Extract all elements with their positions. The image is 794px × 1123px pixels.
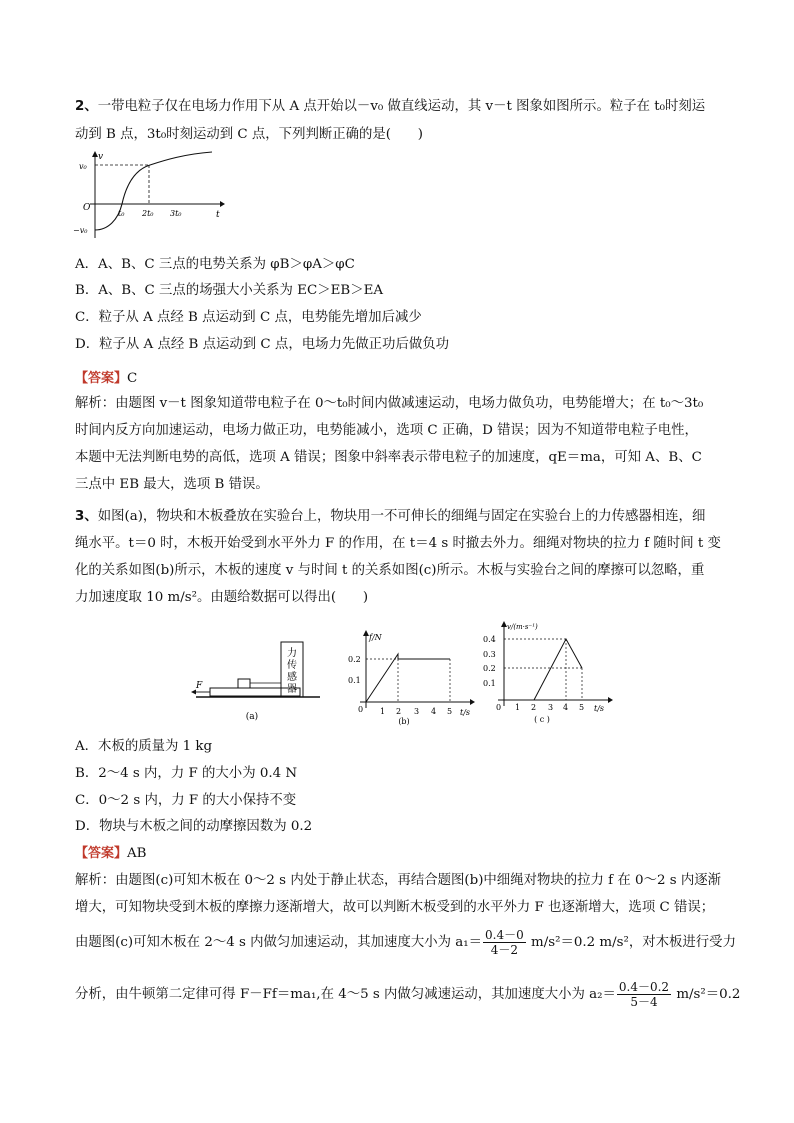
svg-text:0.3: 0.3: [483, 650, 496, 659]
svg-text:3: 3: [414, 707, 420, 716]
svg-text:t: t: [216, 210, 220, 220]
q3-explanation-line1: 解析：由题图(c)可知木板在 0～2 s 内处于静止状态，再结合题图(b)中细绳对物块的拉力 f 在 0～2 s 内逐渐: [75, 873, 722, 888]
q3-explanation-line3: 由题图(c)可知木板在 2～4 s 内做匀加速运动，其加速度大小为 a₁＝ $\frac{0.4-0}{4-2}$ m/s²＝0.2 m/s²，对木板进行受力: [75, 928, 736, 957]
q3-option-c: C．0～2 s 内，力 F 的大小保持不变: [75, 793, 297, 808]
svg-text:力: 力: [287, 648, 297, 659]
svg-text:2t₀: 2t₀: [142, 209, 154, 218]
q2-explanation-line2: 时间内反方向加速运动，电场力做正功，电势能减小，选项 C 正确，D 错误；因为不知道带电粒子电性，: [75, 423, 698, 438]
svg-text:0.4: 0.4: [483, 635, 496, 644]
svg-text:0.1: 0.1: [483, 679, 496, 688]
q3-explanation-line4: 分析，由牛顿第二定律可得 F－Ff＝ma₁,在 4～5 s 内做匀减速运动，其加速度大小为 a₂＝ $\frac{0.4-0.2}{5-4}$ m/s²＝0.2: [75, 980, 741, 1009]
q3-stem-line4: 力加速度取 10 m/s²。由题给数据可以得出( ): [75, 590, 369, 605]
svg-text:0.2: 0.2: [348, 655, 361, 664]
q2-option-c: C．粒子从 A 点经 B 点运动到 C 点，电势能先增加后减少: [75, 310, 422, 325]
svg-text:3t₀: 3t₀: [170, 209, 182, 218]
svg-text:−v₀: −v₀: [73, 226, 88, 235]
svg-text:v: v: [98, 152, 104, 162]
q2-option-a: A．A、B、C 三点的电势关系为 φB＞φA＞φC: [75, 257, 355, 272]
svg-text:v/(m·s⁻¹): v/(m·s⁻¹): [507, 623, 538, 631]
svg-text:4: 4: [431, 707, 437, 716]
svg-text:t₀: t₀: [118, 209, 125, 218]
q3-stem-line2: 绳水平。t＝0 时，木板开始受到水平外力 F 的作用，在 t＝4 s 时撤去外力。细绳对物块的拉力 f 随时间 t 变: [75, 536, 721, 551]
q3-option-a: A．木板的质量为 1 kg: [75, 739, 213, 754]
q2-answer: 【答案】C: [75, 371, 138, 386]
q3-number: 3、: [75, 509, 98, 524]
q3-explanation-line2: 增大，可知物块受到木板的摩擦力逐渐增大，故可以判断木板受到的水平外力 F 也逐渐增大，选项 C 错误；: [75, 900, 715, 915]
svg-text:0.2: 0.2: [483, 664, 496, 673]
svg-text:1: 1: [515, 703, 521, 712]
svg-text:O: O: [83, 203, 91, 213]
svg-text:2: 2: [531, 703, 537, 712]
q3-stem-line3: 化的关系如图(b)所示，木板的速度 v 与时间 t 的关系如图(c)所示。木板与实验台之间的摩擦可以忽略，重: [75, 563, 705, 578]
svg-text:0: 0: [358, 705, 364, 714]
q2-explanation-line4: 三点中 EB 最大，选项 B 错误。: [75, 477, 269, 492]
q2-explanation-line3: 本题中无法判断电势的高低，选项 A 错误；图象中斜率表示带电粒子的加速度，qE＝ma，可知 A、B、C: [75, 450, 702, 465]
svg-text:F: F: [196, 681, 203, 691]
svg-text:t/s: t/s: [594, 704, 605, 713]
q2-stem-line1: 2、一带电粒子仅在电场力作用下从 A 点开始以－v₀ 做直线运动，其 v－t 图象如图所示。粒子在 t₀时刻运: [75, 99, 706, 114]
svg-text:f/N: f/N: [369, 633, 382, 642]
svg-text:3: 3: [548, 703, 554, 712]
svg-text:t/s: t/s: [460, 708, 471, 717]
q2-option-d: D．粒子从 A 点经 B 点运动到 C 点，电场力先做正功后做负功: [75, 337, 450, 352]
q3-fig-c: [478, 618, 618, 726]
svg-text:0.1: 0.1: [348, 676, 361, 685]
svg-text:( c ): ( c ): [534, 715, 550, 724]
svg-text:感: 感: [287, 672, 297, 683]
svg-text:5: 5: [447, 707, 453, 716]
q2-number: 2、: [75, 99, 98, 114]
svg-text:5: 5: [579, 703, 585, 712]
fraction-a2: $\frac{0.4-0.2}{5-4}$: [618, 980, 670, 1009]
fraction-a1: $\frac{0.4-0}{4-2}$: [485, 928, 524, 957]
q2-explanation-line1: 解析：由题图 v－t 图象知道带电粒子在 0～t₀时间内做减速运动，电场力做负功，电势能增大；在 t₀～3t₀: [75, 396, 704, 411]
q3-stem-line1: 3、如图(a)，物块和木板叠放在实验台上，物块用一不可伸长的细绳与固定在实验台上的力传感器相连，细: [75, 509, 706, 524]
q3-fig-a: [190, 636, 330, 726]
svg-text:1: 1: [380, 707, 386, 716]
svg-text:0: 0: [496, 703, 502, 712]
svg-text:(b): (b): [398, 717, 410, 726]
svg-text:2: 2: [396, 707, 402, 716]
q2-stem-line2: 动到 B 点，3t₀时刻运动到 C 点，下列判断正确的是( ): [75, 127, 424, 142]
q3-fig-b: [340, 628, 480, 726]
svg-text:器: 器: [287, 684, 297, 695]
svg-text:(a): (a): [245, 712, 259, 722]
q3-option-d: D．物块与木板之间的动摩擦因数为 0.2: [75, 819, 313, 834]
q3-option-b: B．2～4 s 内，力 F 的大小为 0.4 N: [75, 766, 298, 781]
q2-vt-graph: [70, 148, 230, 240]
q3-answer: 【答案】AB: [75, 846, 147, 861]
svg-text:4: 4: [563, 703, 569, 712]
svg-text:v₀: v₀: [79, 162, 87, 171]
svg-text:传: 传: [287, 660, 297, 671]
q2-option-b: B．A、B、C 三点的场强大小关系为 EC＞EB＞EA: [75, 283, 384, 298]
